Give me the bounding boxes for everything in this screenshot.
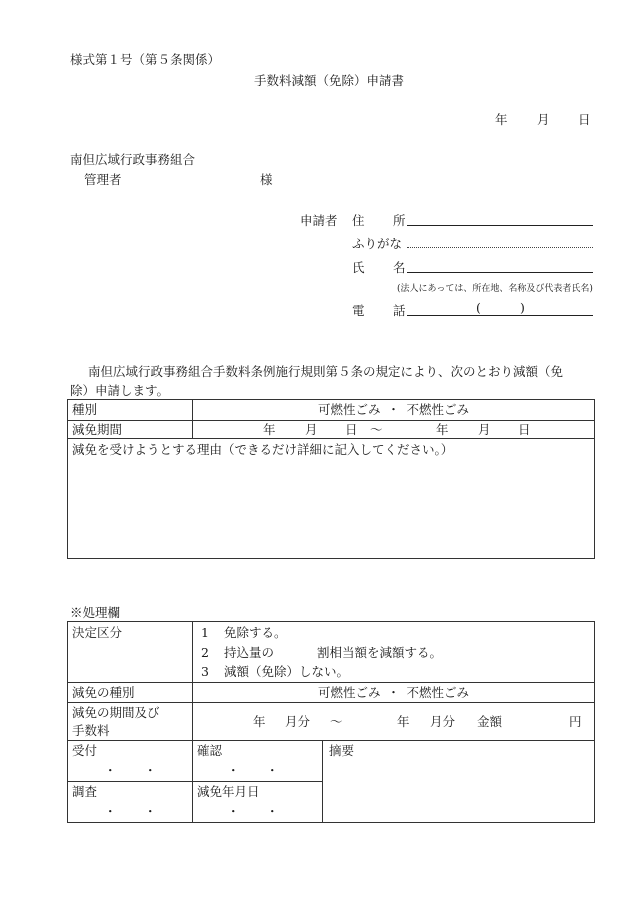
processing-table: [67, 621, 595, 823]
period-year1: 年: [263, 422, 276, 437]
phone-label-b: 話: [393, 303, 406, 318]
type-value-a: 可燃性ごみ: [318, 402, 381, 417]
kind-value-b: 不燃性ごみ: [406, 684, 469, 700]
period-year2: 年: [436, 422, 449, 437]
date-day: 日: [578, 112, 591, 127]
date-month: 月: [537, 112, 550, 127]
period-fee-label: [68, 703, 193, 741]
reduction-date-label: 減免年月日: [197, 784, 260, 799]
period-tilde: ～: [370, 422, 383, 437]
reception-cell[interactable]: [68, 741, 193, 782]
address-label-a: 住: [352, 213, 365, 228]
body-paragraph-line1: 南但広域行政事務組合手数料条例施行規則第５条の規定により、次のとおり減額（免: [88, 364, 564, 379]
summary-cell[interactable]: [323, 741, 595, 823]
opt3-num: 3: [201, 664, 209, 679]
phone-paren-open: (: [476, 300, 481, 315]
period-fee-label-1: 減免の期間及び: [72, 705, 160, 720]
corp-note: (法人にあっては、所在地、名称及び代表者氏名): [397, 284, 593, 294]
confirm-dot-2: ・: [266, 763, 279, 778]
processing-section-title: ※処理欄: [70, 605, 121, 620]
opt1-text: 免除する。: [224, 625, 287, 640]
phone-label-a: 電: [352, 303, 365, 318]
pf-year2: 年: [397, 714, 410, 729]
page-title: 手数料減額（免除）申請書: [254, 73, 405, 88]
kind-value-a: 可燃性ごみ: [318, 684, 381, 700]
confirm-cell[interactable]: [193, 741, 323, 782]
applicant-label: 申請者: [300, 213, 338, 228]
decision-label: 決定区分: [68, 622, 193, 683]
body-paragraph-line2: 除）申請します。: [70, 383, 170, 398]
period-month2: 月: [478, 422, 491, 437]
pf-month1: 月分: [285, 714, 311, 729]
furigana-field[interactable]: [407, 247, 593, 248]
reduction-date-dot-1: ・: [227, 804, 240, 819]
pf-tilde: ～: [330, 714, 343, 729]
kind-label: 減免の種別: [68, 683, 193, 703]
opt1-num: 1: [201, 625, 209, 640]
name-label-a: 氏: [352, 260, 365, 275]
opt3-text: 減額（免除）しない。: [224, 664, 350, 679]
summary-label: 摘要: [329, 743, 355, 758]
type-label: 種別: [68, 400, 193, 421]
period-label: 減免期間: [68, 421, 193, 439]
type-dot: ・: [387, 402, 400, 417]
reason-label: 減免を受けようとする理由（できるだけ詳細に記入してください。）: [72, 442, 454, 457]
period-fee-cell[interactable]: [193, 703, 595, 741]
opt2-num: 2: [201, 645, 209, 660]
pf-year1: 年: [253, 714, 266, 729]
decision-cell[interactable]: [193, 622, 595, 683]
reduction-date-dot-2: ・: [266, 804, 279, 819]
period-day2: 日: [518, 422, 531, 437]
type-cell[interactable]: [193, 400, 595, 421]
reception-dot-1: ・: [104, 763, 117, 778]
reason-cell[interactable]: [68, 439, 595, 559]
date-year: 年: [495, 112, 508, 127]
pf-yen: 円: [569, 714, 582, 729]
confirm-label: 確認: [197, 743, 223, 758]
survey-label: 調査: [72, 784, 98, 799]
opt2-text-b: 割相当額を減額する。: [317, 645, 443, 660]
name-label-b: 名: [393, 260, 406, 275]
pf-month2: 月分: [430, 714, 456, 729]
period-cell[interactable]: [193, 421, 595, 439]
form-number: 様式第１号（第５条関係）: [70, 52, 221, 67]
application-table: [67, 399, 595, 559]
type-value-b: 不燃性ごみ: [406, 402, 469, 417]
period-fee-label-2: 手数料: [72, 723, 110, 738]
kind-cell[interactable]: [193, 683, 595, 703]
addressee-org: 南但広域行政事務組合: [70, 152, 196, 167]
addressee-honorific: 様: [260, 172, 273, 187]
phone-field[interactable]: [407, 315, 593, 316]
kind-dot: ・: [387, 684, 400, 700]
reduction-date-cell[interactable]: [193, 782, 323, 823]
address-field[interactable]: [407, 225, 593, 226]
addressee-role: 管理者: [84, 172, 122, 187]
pf-amount: 金額: [477, 714, 503, 729]
period-day1: 日: [345, 422, 358, 437]
opt2-text-a: 持込量の: [224, 645, 275, 660]
confirm-dot-1: ・: [227, 763, 240, 778]
reception-label: 受付: [72, 743, 98, 758]
name-field[interactable]: [407, 272, 593, 273]
period-month1: 月: [305, 422, 318, 437]
phone-paren-close: ): [520, 300, 525, 315]
address-label-b: 所: [393, 213, 406, 228]
reception-dot-2: ・: [144, 763, 157, 778]
survey-dot-2: ・: [144, 804, 157, 819]
furigana-label: ふりがな: [352, 236, 403, 251]
survey-dot-1: ・: [104, 804, 117, 819]
survey-cell[interactable]: [68, 782, 193, 823]
